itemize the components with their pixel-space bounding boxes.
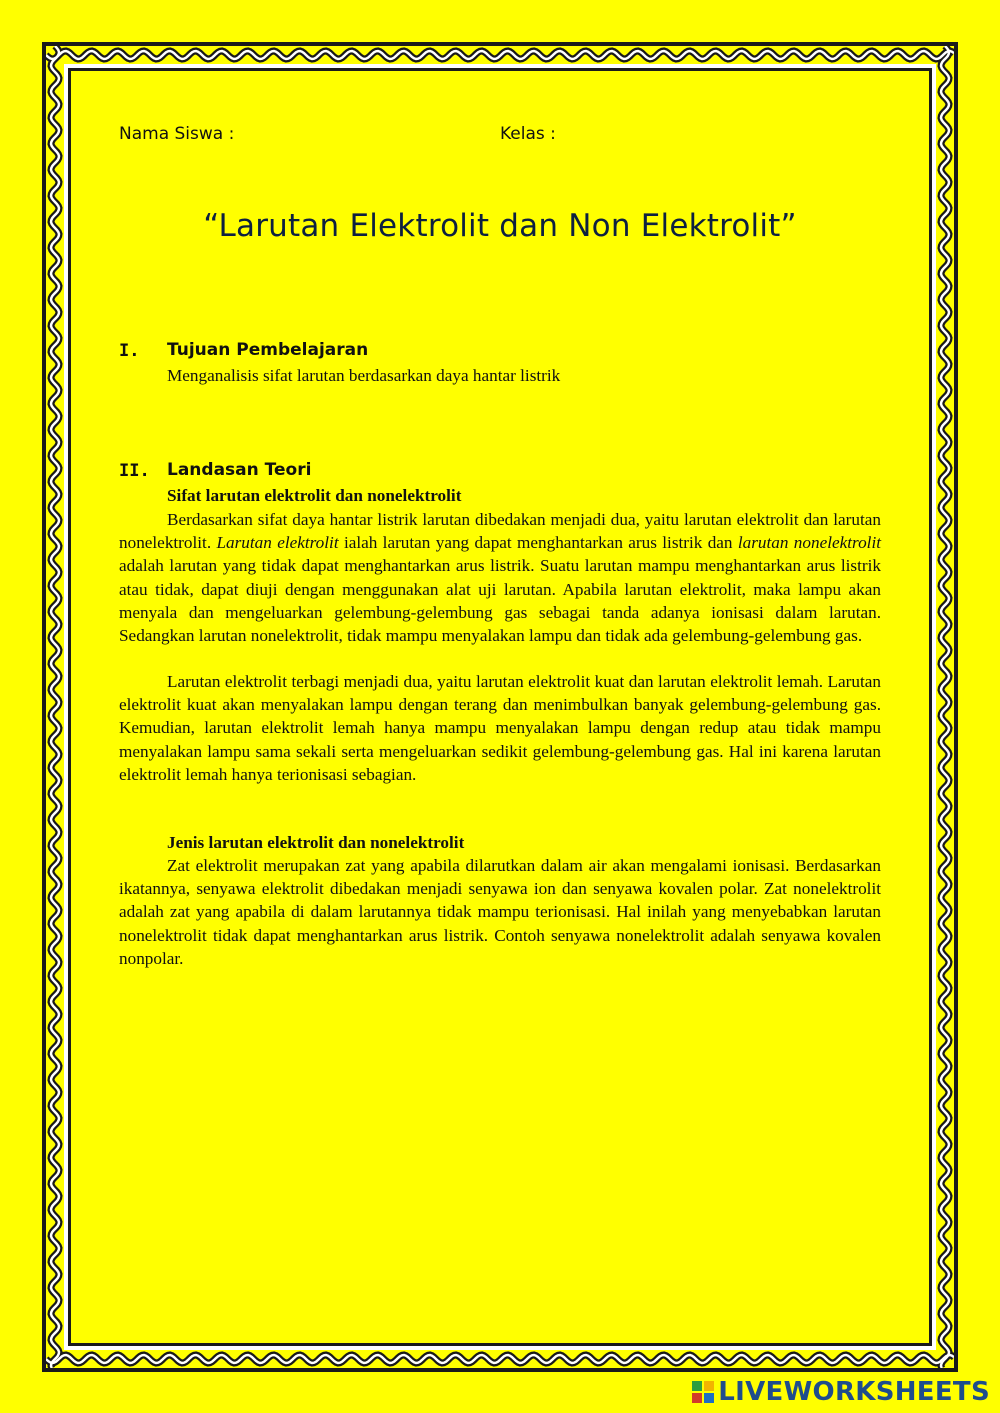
student-name-label: Nama Siswa : bbox=[119, 124, 235, 144]
subsection-heading: Sifat larutan elektrolit dan nonelektrolit bbox=[167, 486, 462, 505]
paragraph-text: adalah larutan yang tidak dapat menghantarkan arus listrik. Suatu larutan mampu menghantarkan arus listrik atau tidak, dapat diuji dengan menggunakan alat uji larutan. Apabila larutan elektrolit, maka lampu akan menyala dan mengeluarkan gelembung-gelembung gas sebagai tanda adanya ionisasi dalam larutan. Sedangkan larutan nonelektrolit, tidak mampu menyalakan lampu dan tidak ada gelembung-gelembung gas. bbox=[119, 556, 881, 646]
paragraph: Larutan elektrolit terbagi menjadi dua, yaitu larutan elektrolit kuat dan larutan elektrolit lemah. Larutan elektrolit kuat akan menyalakan lampu dengan terang dan menimbulkan banyak gelembung-gelembung gas. Kemudian, larutan elektrolit lemah hanya mampu menyalakan lampu dengan redup atau tidak mampu menyalakan lampu sama sekali serta mengeluarkan sedikit gelembung-gelembung gas. Hal ini karena larutan elektrolit lemah hanya terionisasi sebagian. bbox=[119, 672, 881, 784]
section-number: I. bbox=[119, 341, 140, 361]
liveworksheets-logo bbox=[692, 1377, 990, 1407]
paragraph-text: Berdasarkan sifat daya hantar listrik larutan dibedakan menjadi dua, yaitu larutan elektrolit dan larutan nonelektrolit. bbox=[119, 510, 881, 553]
subsection-heading: Jenis larutan elektrolit dan nonelektrolit bbox=[167, 833, 465, 852]
italic-term: Larutan elektrolit bbox=[216, 533, 339, 553]
paragraph-text: ialah larutan yang dapat menghantarkan arus listrik dan bbox=[338, 533, 738, 553]
objective-text: Menganalisis sifat larutan berdasarkan daya hantar listrik bbox=[167, 366, 561, 385]
page-title: “Larutan Elektrolit dan Non Elektrolit” bbox=[203, 208, 797, 244]
italic-term: larutan nonelektrolit bbox=[737, 533, 881, 553]
paragraph bbox=[119, 508, 881, 647]
liveworksheets-icon bbox=[692, 1381, 714, 1403]
section-heading: Landasan Teori bbox=[167, 460, 312, 480]
section-heading: Tujuan Pembelajaran bbox=[167, 340, 369, 360]
class-label: Kelas : bbox=[500, 124, 556, 144]
paragraph: Zat elektrolit merupakan zat yang apabila dilarutkan dalam air akan mengalami ionisasi. Berdasarkan ikatannya, senyawa elektrolit dibedakan menjadi senyawa ion dan senyawa kovalen polar. Zat nonelektrolit adalah zat yang apabila di dalam larutannya tidak mampu terionisasi. Hal inilah yang menyebabkan larutan nonelektrolit tidak dapat menghantarkan arus listrik. Contoh senyawa nonelektrolit adalah senyawa kovalen nonpolar. bbox=[119, 856, 881, 968]
brand-text: LIVEWORKSHEETS bbox=[718, 1377, 990, 1407]
section-number: II. bbox=[119, 461, 150, 481]
